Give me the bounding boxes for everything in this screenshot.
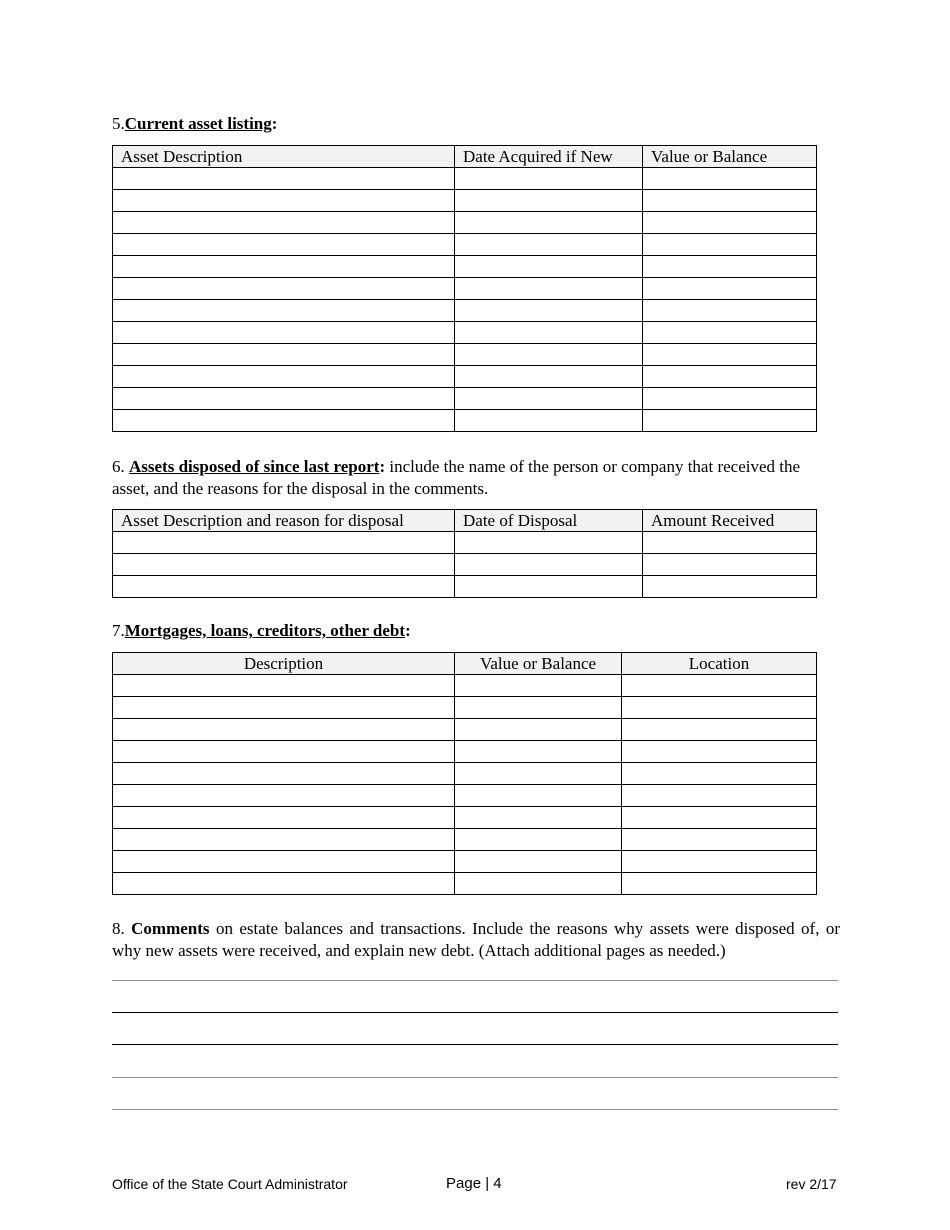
table-cell-input[interactable]	[643, 256, 817, 278]
table-cell-input[interactable]	[455, 554, 643, 576]
table-row	[113, 388, 817, 410]
table-cell-input[interactable]	[643, 576, 817, 598]
table-row	[113, 212, 817, 234]
section-5-heading: Current asset listing	[124, 114, 272, 133]
debt-table	[112, 652, 817, 895]
table-cell-input[interactable]	[455, 741, 622, 763]
table-cell-input[interactable]	[455, 300, 643, 322]
table-row	[113, 322, 817, 344]
table-cell-input[interactable]	[113, 829, 455, 851]
table-cell-input[interactable]	[113, 322, 455, 344]
table-cell-input[interactable]	[455, 851, 622, 873]
table-row	[113, 763, 817, 785]
table-cell-input[interactable]	[455, 532, 643, 554]
table-cell-input[interactable]	[455, 763, 622, 785]
table-cell-input[interactable]	[113, 190, 455, 212]
table-cell-input[interactable]	[455, 366, 643, 388]
table-cell-input[interactable]	[113, 807, 455, 829]
table-cell-input[interactable]	[643, 366, 817, 388]
table-cell-input[interactable]	[113, 366, 455, 388]
table-cell-input[interactable]	[113, 410, 455, 432]
table-cell-input[interactable]	[113, 388, 455, 410]
table-row	[113, 851, 817, 873]
table-cell-input[interactable]	[622, 829, 817, 851]
table-cell-input[interactable]	[113, 256, 455, 278]
table-cell-input[interactable]	[643, 212, 817, 234]
table-cell-input[interactable]	[622, 807, 817, 829]
table-row	[113, 873, 817, 895]
table-cell-input[interactable]	[113, 344, 455, 366]
column-header: Date Acquired if New	[455, 146, 643, 168]
table-row	[113, 256, 817, 278]
table-cell-input[interactable]	[455, 344, 643, 366]
column-header: Value or Balance	[455, 653, 622, 675]
table-cell-input[interactable]	[455, 168, 643, 190]
column-header: Date of Disposal	[455, 510, 643, 532]
table-row	[113, 554, 817, 576]
table-cell-input[interactable]	[455, 234, 643, 256]
table-cell-input[interactable]	[643, 554, 817, 576]
table-cell-input[interactable]	[643, 278, 817, 300]
footer-office: Office of the State Court Administrator	[112, 1176, 348, 1192]
section-8-intro: 8. Comments on estate balances and transactions. Include the reasons why assets were disposed of, or why new assets were received, and explain new debt. (Attach additional pages as needed.)	[112, 919, 841, 960]
table-cell-input[interactable]	[113, 576, 455, 598]
table-row	[113, 719, 817, 741]
table-cell-input[interactable]	[455, 388, 643, 410]
table-cell-input[interactable]	[455, 278, 643, 300]
table-cell-input[interactable]	[113, 212, 455, 234]
table-cell-input[interactable]	[455, 410, 643, 432]
footer-page-number: Page | 4	[446, 1175, 502, 1192]
table-row	[113, 278, 817, 300]
table-cell-input[interactable]	[622, 785, 817, 807]
table-cell-input[interactable]	[113, 300, 455, 322]
column-header: Description	[113, 653, 455, 675]
section-6-heading: Assets disposed of since last report	[129, 457, 380, 476]
table-cell-input[interactable]	[113, 168, 455, 190]
table-row	[113, 300, 817, 322]
table-cell-input[interactable]	[643, 388, 817, 410]
column-header: Amount Received	[643, 510, 817, 532]
table-row	[113, 785, 817, 807]
table-cell-input[interactable]	[643, 190, 817, 212]
comment-line[interactable]	[112, 980, 838, 981]
section-8-heading: Comments	[131, 919, 210, 938]
table-cell-input[interactable]	[113, 532, 455, 554]
table-cell-input[interactable]	[113, 851, 455, 873]
table-cell-input[interactable]	[643, 168, 817, 190]
table-cell-input[interactable]	[643, 410, 817, 432]
section-5-title: 5.Current asset listing:	[112, 114, 278, 133]
column-header: Asset Description and reason for disposal	[113, 510, 455, 532]
table-cell-input[interactable]	[455, 190, 643, 212]
section-6-text: include the name of the person or company that received the asset, and the reasons for the disposal in the comments.	[112, 457, 801, 498]
table-row	[113, 697, 817, 719]
table-cell-input[interactable]	[113, 675, 455, 697]
table-cell-input[interactable]	[455, 829, 622, 851]
table-cell-input[interactable]	[643, 322, 817, 344]
table-cell-input[interactable]	[455, 576, 643, 598]
column-header: Asset Description	[113, 146, 455, 168]
footer-revision: rev 2/17	[786, 1176, 837, 1192]
table-row	[113, 829, 817, 851]
table-cell-input[interactable]	[113, 719, 455, 741]
table-cell-input[interactable]	[113, 234, 455, 256]
table-cell-input[interactable]	[113, 697, 455, 719]
table-cell-input[interactable]	[113, 785, 455, 807]
table-cell-input[interactable]	[113, 554, 455, 576]
table-row	[113, 168, 817, 190]
table-cell-input[interactable]	[113, 763, 455, 785]
comment-line[interactable]	[112, 1109, 838, 1110]
table-cell-input[interactable]	[455, 697, 622, 719]
table-cell-input[interactable]	[643, 532, 817, 554]
table-row	[113, 675, 817, 697]
table-cell-input[interactable]	[622, 851, 817, 873]
current-asset-table	[112, 145, 817, 432]
section-7-heading: Mortgages, loans, creditors, other debt	[124, 621, 406, 640]
section-5-number: 5.	[112, 114, 125, 133]
table-row	[113, 576, 817, 598]
table-row	[113, 190, 817, 212]
table-cell-input[interactable]	[113, 278, 455, 300]
section-8-text: on estate balances and transactions. Include the reasons why assets were disposed of, or why new assets were received, and explain new debt. (Attach additional pages as needed.)	[112, 919, 841, 960]
table-cell-input[interactable]	[622, 675, 817, 697]
table-row	[113, 234, 817, 256]
table-cell-input[interactable]	[455, 322, 643, 344]
table-row	[113, 741, 817, 763]
table-row	[113, 532, 817, 554]
table-cell-input[interactable]	[113, 741, 455, 763]
comment-line[interactable]	[112, 1044, 838, 1045]
table-cell-input[interactable]	[643, 234, 817, 256]
table-row	[113, 366, 817, 388]
assets-disposed-table	[112, 509, 817, 598]
table-cell-input[interactable]	[455, 807, 622, 829]
table-cell-input[interactable]	[113, 873, 455, 895]
table-cell-input[interactable]	[455, 675, 622, 697]
column-header: Value or Balance	[643, 146, 817, 168]
table-cell-input[interactable]	[455, 873, 622, 895]
table-row	[113, 807, 817, 829]
table-cell-input[interactable]	[455, 212, 643, 234]
table-cell-input[interactable]	[622, 719, 817, 741]
section-6-intro: 6. Assets disposed of since last report: include the name of the person or company that received the asset, and the reasons for the disposal in the comments.	[112, 457, 801, 498]
table-cell-input[interactable]	[455, 256, 643, 278]
table-row	[113, 410, 817, 432]
table-cell-input[interactable]	[622, 697, 817, 719]
table-row	[113, 344, 817, 366]
comment-line[interactable]	[112, 1077, 838, 1078]
comment-line[interactable]	[112, 1012, 838, 1013]
table-cell-input[interactable]	[622, 741, 817, 763]
table-cell-input[interactable]	[643, 344, 817, 366]
table-cell-input[interactable]	[643, 300, 817, 322]
table-cell-input[interactable]	[455, 719, 622, 741]
section-7-title: 7.Mortgages, loans, creditors, other debt:	[112, 621, 411, 640]
table-cell-input[interactable]	[622, 873, 817, 895]
table-cell-input[interactable]	[622, 763, 817, 785]
table-cell-input[interactable]	[455, 785, 622, 807]
column-header: Location	[622, 653, 817, 675]
